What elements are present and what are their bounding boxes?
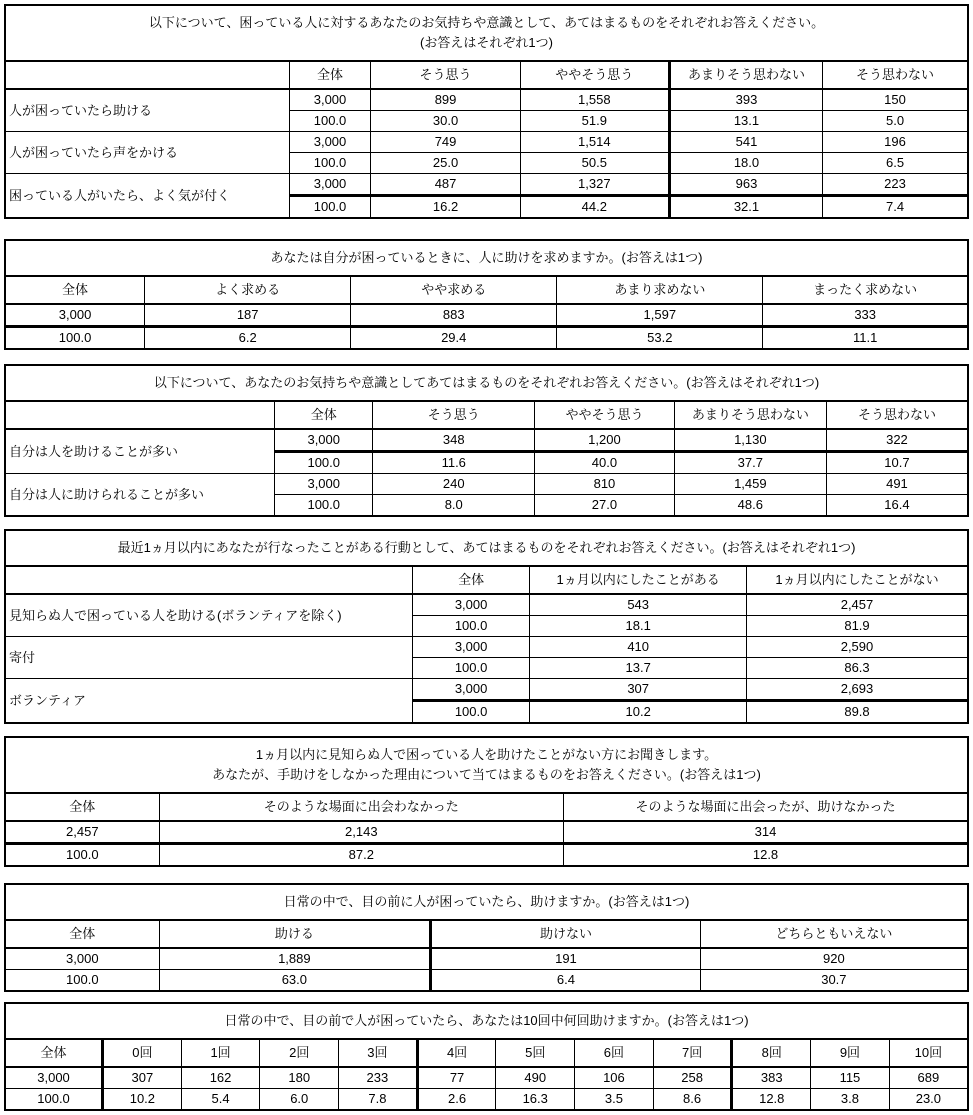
column-header: 全体	[412, 566, 529, 594]
value-cell: 10.7	[826, 452, 968, 474]
value-cell: 100.0	[5, 327, 145, 350]
value-cell: 490	[496, 1067, 575, 1089]
value-cell: 150	[823, 89, 968, 111]
row-label-cell: 自分は人を助けることが多い	[5, 429, 275, 474]
value-cell: 3.5	[575, 1089, 654, 1111]
value-cell: 11.1	[763, 327, 968, 350]
value-cell: 3,000	[275, 474, 373, 495]
value-cell: 3,000	[5, 304, 145, 327]
value-cell: 100.0	[412, 616, 529, 637]
value-cell: 2,590	[747, 637, 969, 658]
value-cell: 44.2	[520, 196, 669, 219]
table-row	[5, 1089, 968, 1111]
value-cell: 3,000	[5, 1067, 103, 1089]
value-cell: 307	[103, 1067, 182, 1089]
column-header: 2回	[260, 1039, 339, 1067]
value-cell: 51.9	[520, 111, 669, 132]
value-cell: 48.6	[674, 495, 826, 517]
table-title	[5, 737, 968, 793]
value-cell: 810	[535, 474, 675, 495]
table-row	[5, 89, 968, 111]
value-cell: 6.5	[823, 153, 968, 174]
table-row	[5, 948, 968, 970]
value-cell: 749	[371, 132, 520, 153]
value-cell: 899	[371, 89, 520, 111]
corner-cell	[5, 61, 289, 89]
table-title	[5, 365, 968, 401]
value-cell: 3,000	[275, 429, 373, 452]
value-cell: 13.1	[669, 111, 822, 132]
table-row	[5, 594, 968, 616]
value-cell: 63.0	[159, 970, 431, 992]
table-row	[5, 474, 968, 495]
value-cell: 81.9	[747, 616, 969, 637]
value-cell: 5.0	[823, 111, 968, 132]
column-header: 全体	[5, 1039, 103, 1067]
value-cell: 13.7	[530, 658, 747, 679]
table-row	[5, 174, 968, 196]
value-cell: 100.0	[5, 844, 159, 867]
value-cell: 322	[826, 429, 968, 452]
table-row	[5, 1067, 968, 1089]
value-cell: 3.8	[811, 1089, 890, 1111]
value-cell: 3,000	[412, 637, 529, 658]
value-cell: 16.4	[826, 495, 968, 517]
value-cell: 3,000	[289, 89, 371, 111]
column-header: そのような場面に出会ったが、助けなかった	[564, 793, 968, 821]
corner-cell	[5, 401, 275, 429]
table-row	[5, 637, 968, 658]
value-cell: 180	[260, 1067, 339, 1089]
value-cell: 1,459	[674, 474, 826, 495]
value-cell: 77	[417, 1067, 496, 1089]
value-cell: 7.4	[823, 196, 968, 219]
table-q6-would-you-help	[4, 883, 969, 992]
value-cell: 18.1	[530, 616, 747, 637]
value-cell: 2,143	[159, 821, 563, 844]
table-title-line: 最近1ヵ月以内にあなたが行なったことがある行動として、あてはまるものをそれぞれお答えください。(お答えはそれぞれ1つ)	[117, 540, 856, 555]
column-header: 助ける	[159, 920, 431, 948]
value-cell: 86.3	[747, 658, 969, 679]
table-title	[5, 240, 968, 276]
value-cell: 87.2	[159, 844, 563, 867]
column-header: まったく求めない	[763, 276, 968, 304]
value-cell: 333	[763, 304, 968, 327]
value-cell: 29.4	[351, 327, 557, 350]
value-cell: 187	[145, 304, 351, 327]
column-header: 9回	[811, 1039, 890, 1067]
table-title-line: 1ヵ月以内に見知らぬ人で困っている人を助けたことがない方にお聞きします。	[255, 747, 718, 762]
value-cell: 2.6	[417, 1089, 496, 1111]
column-header: 7回	[653, 1039, 732, 1067]
column-header: あまりそう思わない	[669, 61, 822, 89]
table-row	[5, 970, 968, 992]
value-cell: 3,000	[412, 594, 529, 616]
value-cell: 5.4	[181, 1089, 260, 1111]
table-title-line: 日常の中で、目の前で人が困っていたら、あなたは10回中何回助けますか。(お答えは1つ)	[224, 1013, 749, 1028]
value-cell: 223	[823, 174, 968, 196]
table-title-line: (お答えはそれぞれ1つ)	[420, 35, 553, 50]
value-cell: 8.6	[653, 1089, 732, 1111]
column-header: 6回	[575, 1039, 654, 1067]
table-title-line: 日常の中で、目の前に人が困っていたら、助けますか。(お答えは1つ)	[283, 894, 690, 909]
value-cell: 1,558	[520, 89, 669, 111]
value-cell: 23.0	[889, 1089, 968, 1111]
value-cell: 3,000	[5, 948, 159, 970]
value-cell: 27.0	[535, 495, 675, 517]
column-header: 3回	[339, 1039, 418, 1067]
value-cell: 2,457	[5, 821, 159, 844]
column-header: 全体	[5, 276, 145, 304]
value-cell: 100.0	[412, 658, 529, 679]
value-cell: 307	[530, 679, 747, 701]
table-q1-attitudes-toward-people-in-trouble	[4, 4, 969, 219]
value-cell: 3,000	[412, 679, 529, 701]
value-cell: 920	[700, 948, 968, 970]
value-cell: 100.0	[289, 111, 371, 132]
value-cell: 1,514	[520, 132, 669, 153]
column-header: 1回	[181, 1039, 260, 1067]
column-header: よく求める	[145, 276, 351, 304]
value-cell: 393	[669, 89, 822, 111]
table-q7-times-out-of-ten	[4, 1002, 969, 1111]
value-cell: 233	[339, 1067, 418, 1089]
row-label-cell: 自分は人に助けられることが多い	[5, 474, 275, 517]
column-header: 8回	[732, 1039, 811, 1067]
value-cell: 100.0	[289, 153, 371, 174]
table-q3-self-attitudes	[4, 364, 969, 517]
table-title	[5, 1003, 968, 1039]
value-cell: 11.6	[373, 452, 535, 474]
column-header: ややそう思う	[535, 401, 675, 429]
row-label-cell: 見知らぬ人で困っている人を助ける(ボランティアを除く)	[5, 594, 412, 637]
table-row	[5, 429, 968, 452]
value-cell: 8.0	[373, 495, 535, 517]
column-header: 全体	[275, 401, 373, 429]
value-cell: 314	[564, 821, 968, 844]
value-cell: 100.0	[5, 970, 159, 992]
value-cell: 543	[530, 594, 747, 616]
table-title-line: あなたは自分が困っているときに、人に助けを求めますか。(お答えは1つ)	[270, 250, 703, 265]
table-title-line: 以下について、あなたのお気持ちや意識としてあてはまるものをそれぞれお答えください。(お答えはそれぞれ1つ)	[153, 375, 820, 390]
value-cell: 1,327	[520, 174, 669, 196]
value-cell: 37.7	[674, 452, 826, 474]
value-cell: 100.0	[289, 196, 371, 219]
column-header: ややそう思う	[520, 61, 669, 89]
value-cell: 16.2	[371, 196, 520, 219]
value-cell: 1,200	[535, 429, 675, 452]
value-cell: 3,000	[289, 132, 371, 153]
row-label-cell: 寄付	[5, 637, 412, 679]
table-title-line: あなたが、手助けをしなかった理由について当てはまるものをお答えください。(お答えは1つ)	[212, 767, 761, 782]
row-label-cell: 困っている人がいたら、よく気が付く	[5, 174, 289, 219]
value-cell: 6.2	[145, 327, 351, 350]
value-cell: 383	[732, 1067, 811, 1089]
value-cell: 12.8	[564, 844, 968, 867]
value-cell: 100.0	[5, 1089, 103, 1111]
column-header: やや求める	[351, 276, 557, 304]
column-header: そう思わない	[823, 61, 968, 89]
column-header: 1ヵ月以内にしたことがない	[747, 566, 969, 594]
value-cell: 191	[431, 948, 701, 970]
column-header: 0回	[103, 1039, 182, 1067]
column-header: そのような場面に出会わなかった	[159, 793, 563, 821]
column-header: 全体	[289, 61, 371, 89]
value-cell: 883	[351, 304, 557, 327]
column-header: どちらともいえない	[700, 920, 968, 948]
value-cell: 106	[575, 1067, 654, 1089]
value-cell: 40.0	[535, 452, 675, 474]
corner-cell	[5, 566, 412, 594]
value-cell: 30.0	[371, 111, 520, 132]
value-cell: 162	[181, 1067, 260, 1089]
value-cell: 100.0	[412, 701, 529, 724]
table-title	[5, 5, 968, 61]
value-cell: 18.0	[669, 153, 822, 174]
column-header: 全体	[5, 920, 159, 948]
value-cell: 32.1	[669, 196, 822, 219]
value-cell: 348	[373, 429, 535, 452]
value-cell: 1,130	[674, 429, 826, 452]
value-cell: 100.0	[275, 452, 373, 474]
table-row	[5, 132, 968, 153]
column-header: 助けない	[431, 920, 701, 948]
value-cell: 541	[669, 132, 822, 153]
value-cell: 30.7	[700, 970, 968, 992]
value-cell: 89.8	[747, 701, 969, 724]
value-cell: 487	[371, 174, 520, 196]
value-cell: 410	[530, 637, 747, 658]
value-cell: 196	[823, 132, 968, 153]
column-header: そう思わない	[826, 401, 968, 429]
table-row	[5, 327, 968, 350]
table-title	[5, 884, 968, 920]
column-header: そう思う	[373, 401, 535, 429]
value-cell: 25.0	[371, 153, 520, 174]
value-cell: 16.3	[496, 1089, 575, 1111]
column-header: 10回	[889, 1039, 968, 1067]
value-cell: 2,457	[747, 594, 969, 616]
table-row	[5, 844, 968, 867]
table-row	[5, 304, 968, 327]
table-row	[5, 679, 968, 701]
column-header: 5回	[496, 1039, 575, 1067]
value-cell: 689	[889, 1067, 968, 1089]
value-cell: 100.0	[275, 495, 373, 517]
column-header: 1ヵ月以内にしたことがある	[530, 566, 747, 594]
value-cell: 491	[826, 474, 968, 495]
value-cell: 3,000	[289, 174, 371, 196]
column-header: 全体	[5, 793, 159, 821]
value-cell: 12.8	[732, 1089, 811, 1111]
value-cell: 6.0	[260, 1089, 339, 1111]
table-title-line: 以下について、困っている人に対するあなたのお気持ちや意識として、あてはまるものをそれぞれお答えください。	[148, 15, 825, 30]
value-cell: 1,597	[557, 304, 763, 327]
row-label-cell: ボランティア	[5, 679, 412, 724]
column-header: そう思う	[371, 61, 520, 89]
table-title	[5, 530, 968, 566]
table-q2-ask-for-help	[4, 239, 969, 350]
table-row	[5, 821, 968, 844]
value-cell: 53.2	[557, 327, 763, 350]
column-header: 4回	[417, 1039, 496, 1067]
value-cell: 50.5	[520, 153, 669, 174]
value-cell: 115	[811, 1067, 890, 1089]
row-label-cell: 人が困っていたら助ける	[5, 89, 289, 132]
value-cell: 963	[669, 174, 822, 196]
row-label-cell: 人が困っていたら声をかける	[5, 132, 289, 174]
value-cell: 10.2	[103, 1089, 182, 1111]
column-header: あまり求めない	[557, 276, 763, 304]
value-cell: 240	[373, 474, 535, 495]
value-cell: 10.2	[530, 701, 747, 724]
table-q5-reason-not-helped	[4, 736, 969, 867]
value-cell: 258	[653, 1067, 732, 1089]
value-cell: 1,889	[159, 948, 431, 970]
value-cell: 7.8	[339, 1089, 418, 1111]
value-cell: 2,693	[747, 679, 969, 701]
value-cell: 6.4	[431, 970, 701, 992]
column-header: あまりそう思わない	[674, 401, 826, 429]
table-q4-actions-last-month	[4, 529, 969, 724]
